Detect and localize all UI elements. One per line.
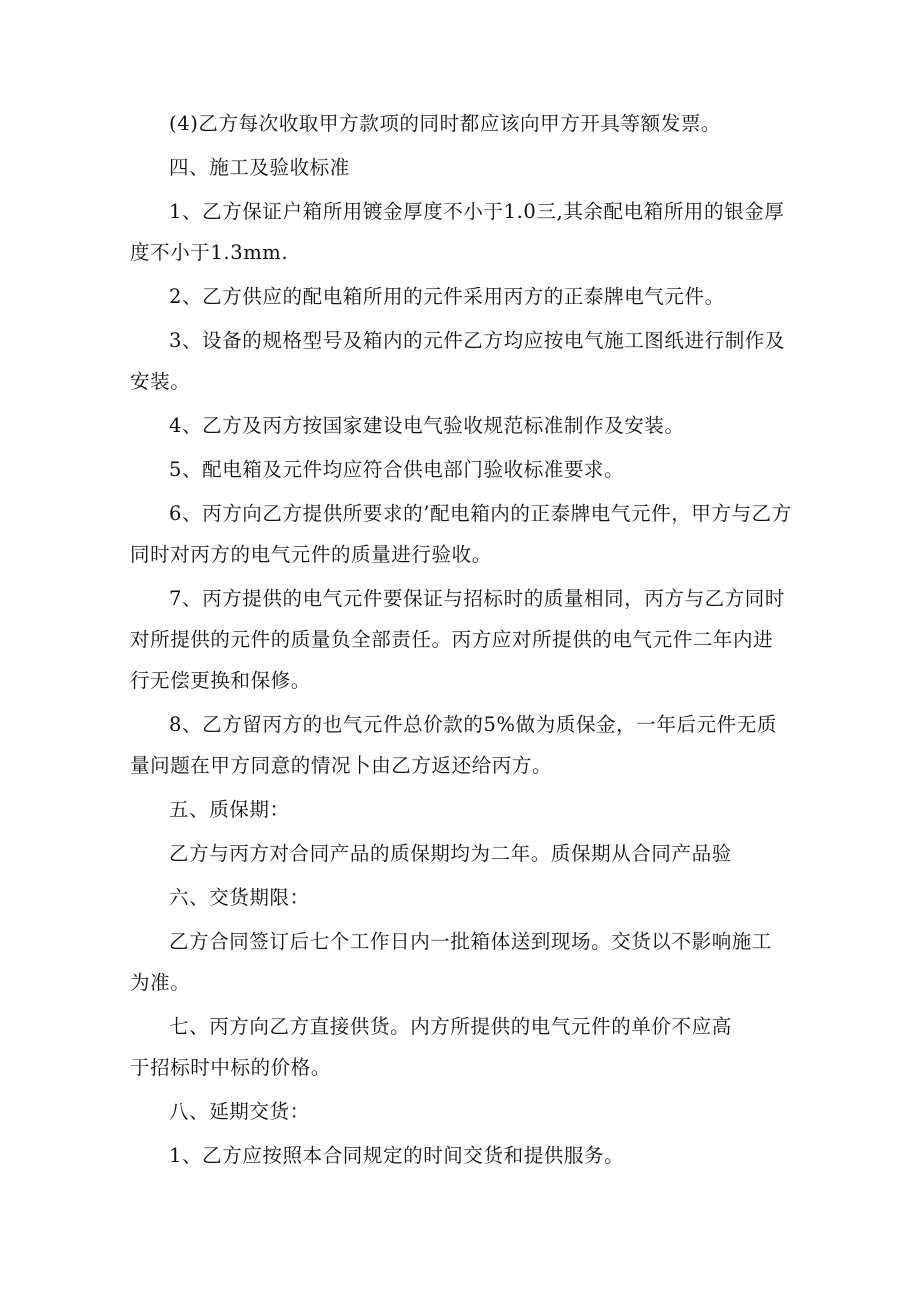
paragraph-delivery-period: 乙方合同签订后七个工作日内一批箱体送到现场。交货以不影响施工为准。 (130, 930, 773, 994)
paragraph-standard-1: 1、乙方保证户箱所用镀金厚度不小于1.0三,其余配电箱所用的银金厚度不小于1.3mm. (130, 200, 785, 264)
paragraph-standard-2: 2、乙方供应的配电箱所用的元件采用丙方的正泰牌电气元件。 (169, 285, 725, 308)
paragraph-standard-8: 8、乙方留丙方的也气元件总价款的5%做为质保金，一年后元件无质量问题在甲方同意的情况卜由乙方返还给丙方。 (130, 713, 777, 777)
paragraph-delayed-delivery-1: 1、乙方应按照本合同规定的时间交货和提供服务。 (169, 1144, 625, 1167)
paragraph-standard-5: 5、配电箱及元件均应符合供电部门验收标准要求。 (169, 458, 625, 481)
paragraph-payment-invoice: (4)乙方每次收取甲方款项的同时都应该向甲方开具等额发票。 (169, 112, 722, 135)
section-heading-delayed-delivery: 八、延期交货： (169, 1100, 310, 1123)
document-body (130, 103, 792, 1176)
section-heading-warranty: 五、质保期： (169, 798, 290, 821)
paragraph-direct-supply-continued: 于招标时中标的价格。 (130, 1056, 332, 1079)
paragraph-standard-4: 4、乙方及丙方按国家建设电气验收规范标准制作及安装。 (169, 414, 685, 437)
section-heading-construction-standards: 四、施工及验收标准 (169, 156, 350, 179)
paragraph-direct-supply: 七、丙方向乙方直接供货。内方所提供的电气元件的单价不应高 (169, 1015, 732, 1038)
section-heading-delivery-period: 六、交货期限： (169, 886, 310, 909)
paragraph-standard-3: 3、设备的规格型号及箱内的元件乙方均应按电气施工图纸进行制作及安装。 (130, 329, 786, 393)
paragraph-warranty: 乙方与丙方对合同产品的质保期均为二年。质保期从合同产品验 (169, 842, 732, 865)
paragraph-standard-6: 6、丙方向乙方提供所要求的’配电箱内的正泰牌电气元件，甲方与乙方同时对丙方的电气元件的质量进行验收。 (130, 502, 792, 566)
paragraph-standard-7: 7、丙方提供的电气元件要保证与招标时的质量相同，丙方与乙方同时对所提供的元件的质量负全部责任。丙方应对所提供的电气元件二年内进行无偿更换和保修。 (130, 587, 786, 692)
